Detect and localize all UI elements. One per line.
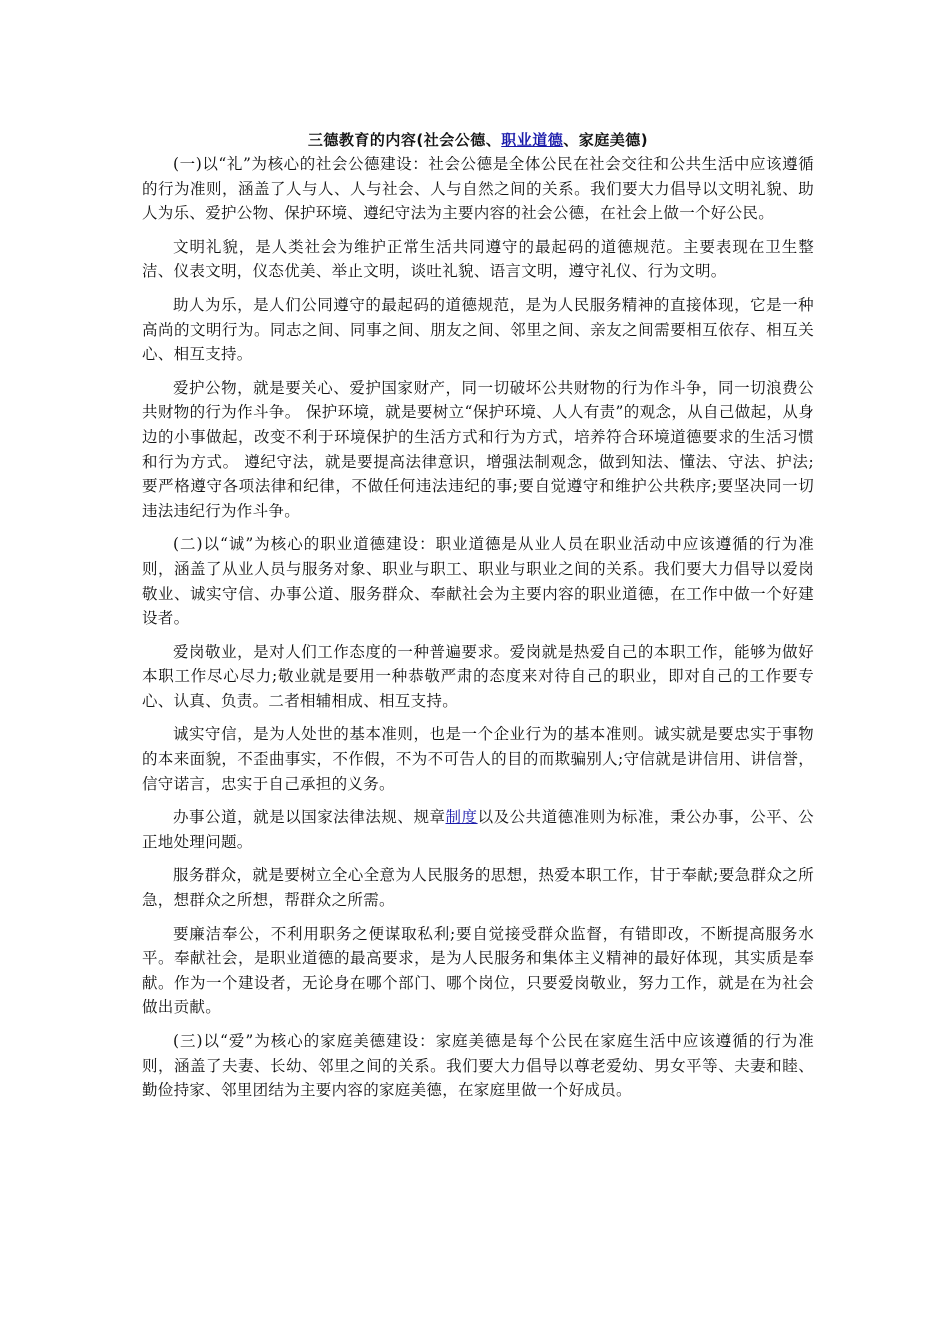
title-link-zhiye-daode[interactable]: 职业道德 [501, 131, 564, 149]
fairness-text-after: 以及公共道德准则为标准，秉公办事，公平、公正地处理问题。 [142, 808, 814, 851]
paragraph-honesty: 诚实守信，是为人处世的基本准则，也是一个企业行为的基本准则。诚实就是要忠实于事物的本来面貌，不歪曲事实，不作假，不为不可告人的目的而欺骗别人;守信就是讲信用、讲信誉，信守诺言，忠实于自己承担的义务。 [142, 725, 814, 793]
paragraph-serving-people: 服务群众，就是要树立全心全意为人民服务的思想，热爱本职工作，甘于奉献;要急群众之所急，想群众之所想，帮群众之所需。 [142, 866, 814, 910]
paragraph-public-property: 爱护公物，就是要关心、爱护国家财产，同一切破坏公共财物的行为作斗争，同一切浪费公共财物的行为作斗争。 保护环境，就是要树立“保护环境、人人有责”的观念，从自己做起，从身边的小事做起，改变不利于环境保护的生活方式和行为方式，培养符合环境道德要求的生活习惯和行为方式。 遵纪守法，就是要提高法律意识，增强法制观念，做到知法、懂法、守法、护法;要严格遵守各项法律和纪律，不做任何违法违纪的事;要自觉遵守和维护公共秩序;要坚决同一切违法违纪行为作斗争。 [142, 378, 814, 520]
paragraph-fairness [142, 805, 814, 854]
paragraph-social-morality: (一)以“礼”为核心的社会公德建设：社会公德是全体公民在社会交往和公共生活中应该遵循的行为准则，涵盖了人与人、人与社会、人与自然之间的关系。我们要大力倡导以文明礼貌、助人为乐、爱护公物、保护环境、遵纪守法为主要内容的社会公德，在社会上做一个好公民。 [142, 155, 814, 223]
paragraph-family-virtues: (三)以“爱”为核心的家庭美德建设：家庭美德是每个公民在家庭生活中应该遵循的行为准则，涵盖了夫妻、长幼、邻里之间的关系。我们要大力倡导以尊老爱幼、男女平等、夫妻和睦、勤俭持家、邻里团结为主要内容的家庭美德，在家庭里做一个好成员。 [142, 1032, 814, 1100]
paragraph-integrity: 要廉洁奉公，不利用职务之便谋取私利;要自觉接受群众监督，有错即改，不断提高服务水平。奉献社会，是职业道德的最高要求，是为人民服务和集体主义精神的最好体现，其实质是奉献。作为一个建设者，无论身在哪个部门、哪个岗位，只要爱岗敬业，努力工作，就是在为社会做出贡献。 [142, 924, 814, 1017]
link-zhidu[interactable]: 制度 [445, 808, 478, 827]
document-page [142, 128, 814, 1112]
paragraph-civility: 文明礼貌，是人类社会为维护正常生活共同遵守的最起码的道德规范。主要表现在卫生整洁、仪表文明，仪态优美、举止文明，谈吐礼貌、语言文明，遵守礼仪、行为文明。 [142, 237, 814, 281]
paragraph-dedication: 爱岗敬业，是对人们工作态度的一种普遍要求。爱岗就是热爱自己的本职工作，能够为做好本职工作尽心尽力;敬业就是要用一种恭敬严肃的态度来对待自己的职业，即对自己的工作要专心、认真、负责。二者相辅相成、相互支持。 [142, 642, 814, 710]
fairness-text-before: 办事公道，就是以国家法律法规、规章 [173, 808, 446, 827]
title-text-after: 、家庭美德) [563, 131, 649, 149]
document-title [142, 128, 814, 152]
paragraph-helping-others: 助人为乐，是人们公同遵守的最起码的道德规范，是为人民服务精神的直接体现，它是一种高尚的文明行为。同志之间、同事之间、朋友之间、邻里之间、亲友之间需要相互依存、相互关心、相互支持。 [142, 295, 814, 364]
title-text-before: 三德教育的内容(社会公德、 [307, 131, 502, 149]
paragraph-professional-ethics: (二)以“诚”为核心的职业道德建设：职业道德是从业人员在职业活动中应该遵循的行为准则，涵盖了从业人员与服务对象、职业与职工、职业与职业之间的关系。我们要大力倡导以爱岗敬业、诚实守信、办事公道、服务群众、奉献社会为主要内容的职业道德，在工作中做一个好建设者。 [142, 535, 814, 628]
